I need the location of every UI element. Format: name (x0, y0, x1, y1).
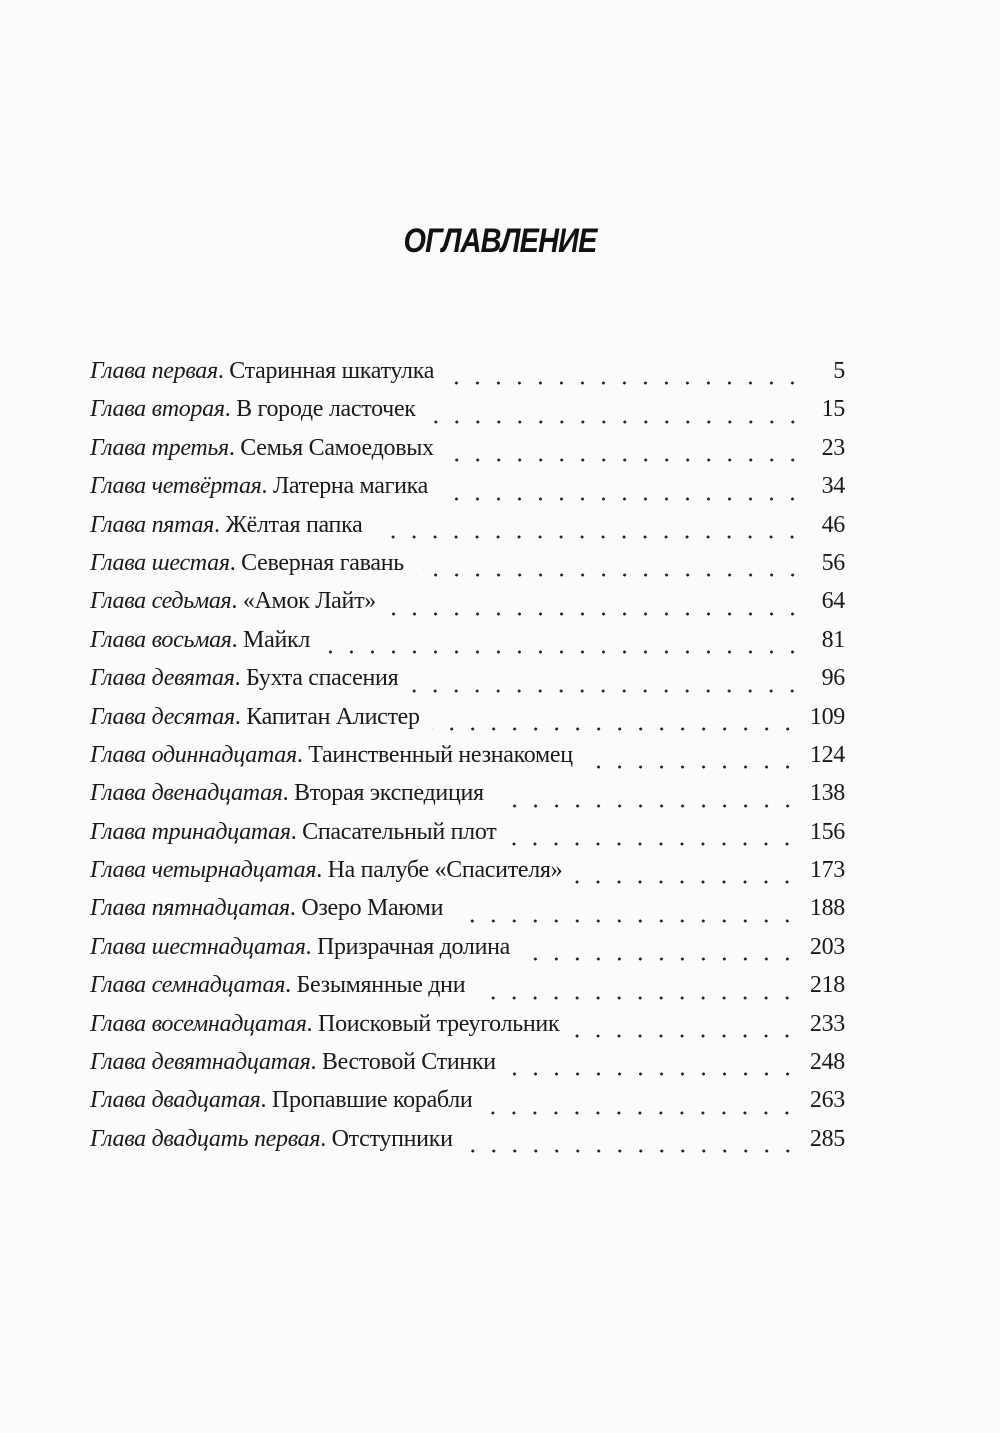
dot-leader (446, 458, 803, 462)
chapter-number: Глава шестая (90, 549, 230, 576)
toc-entry[interactable] (90, 665, 845, 703)
dot-leader (440, 497, 803, 501)
toc-entry[interactable] (90, 1049, 845, 1087)
chapter-separator: . (306, 1010, 319, 1037)
toc-entry[interactable] (90, 588, 845, 626)
toc-entry[interactable] (90, 1087, 845, 1125)
chapter-separator: . (289, 895, 302, 922)
dot-leader (585, 765, 798, 769)
page-number: 248 (809, 1049, 845, 1076)
page-number: 188 (809, 895, 845, 922)
dot-leader (428, 420, 803, 424)
chapter-title: Вторая экспедиция (294, 780, 484, 807)
dot-leader (374, 535, 803, 539)
toc-entry[interactable] (90, 704, 845, 742)
chapter-title: В городе ласточек (236, 396, 416, 423)
chapter-separator: . (229, 549, 242, 576)
dot-leader (571, 1034, 798, 1038)
page-number: 5 (833, 358, 845, 384)
chapter-title: Таинственный незнакомец (308, 741, 573, 768)
chapter-number: Глава четвёртая (90, 473, 262, 500)
chapter-title: Призрачная долина (316, 933, 511, 960)
chapter-title: Вестовой Стинки (321, 1049, 496, 1076)
chapter-title: На палубе «Спасителя» (327, 857, 563, 884)
toc-entry[interactable] (90, 627, 845, 665)
page-number: 64 (821, 588, 845, 615)
toc-entry[interactable] (90, 435, 845, 473)
toc-entry[interactable] (90, 780, 845, 818)
chapter-separator: . (234, 665, 247, 692)
page-number: 173 (809, 857, 845, 884)
page-number: 81 (821, 626, 845, 653)
chapter-number: Глава четырнадцатая (90, 857, 317, 884)
chapter-title: Поисковый треугольник (318, 1010, 560, 1037)
chapter-separator: . (310, 1049, 322, 1076)
dot-leader (574, 880, 798, 884)
page-number: 23 (821, 434, 845, 461)
chapter-number: Глава вторая (90, 396, 225, 423)
toc-entry[interactable] (90, 895, 845, 933)
chapter-number: Глава пятнадцатая (90, 895, 290, 922)
chapter-title: Латерна магика (272, 473, 429, 500)
toc-entry[interactable] (90, 473, 845, 511)
chapter-number: Глава двенадцатая (90, 780, 283, 807)
chapter-number: Глава восьмая (90, 626, 232, 653)
dot-leader (432, 727, 798, 731)
dot-leader (508, 842, 797, 846)
chapter-number: Глава пятая (90, 511, 215, 538)
chapter-separator: . (231, 588, 243, 615)
dot-leader (508, 1072, 798, 1076)
chapter-title: Семья Самоедовых (240, 434, 434, 461)
page-number: 34 (821, 473, 845, 500)
page-number: 96 (821, 665, 845, 692)
chapter-title: Майкл (243, 626, 311, 653)
chapter-title: Северная гавань (241, 549, 404, 576)
chapter-title: Пропавшие корабли (271, 1087, 473, 1114)
toc-entry[interactable] (90, 550, 845, 588)
toc-entry[interactable] (90, 742, 845, 780)
chapter-separator: . (228, 434, 241, 461)
chapter-title: Озеро Маюми (301, 895, 444, 922)
chapter-number: Глава семнадцатая (90, 972, 286, 999)
chapter-separator: . (320, 1125, 332, 1152)
chapter-title: Отступники (331, 1125, 453, 1152)
chapter-title: Спасательный плот (302, 818, 497, 845)
chapter-separator: . (214, 511, 226, 538)
page-number: 233 (809, 1010, 845, 1037)
chapter-separator: . (234, 703, 247, 730)
chapter-title: «Амок Лайт» (242, 588, 376, 615)
toc-entry[interactable] (90, 1011, 845, 1049)
chapter-number: Глава двадцатая (90, 1087, 261, 1114)
chapter-separator: . (261, 473, 273, 500)
toc-entry[interactable] (90, 358, 845, 396)
toc-entry[interactable] (90, 512, 845, 550)
dot-leader (416, 573, 803, 577)
toc-entry[interactable] (90, 972, 845, 1010)
chapter-number: Глава восемнадцатая (90, 1010, 307, 1037)
chapter-separator: . (282, 780, 295, 807)
toc-entry[interactable] (90, 857, 845, 895)
chapter-separator: . (285, 972, 297, 999)
page-number: 124 (809, 741, 845, 768)
dot-leader (410, 689, 803, 693)
chapter-separator: . (260, 1087, 272, 1114)
page-number: 56 (821, 549, 845, 576)
page-number: 15 (821, 396, 845, 423)
chapter-title: Капитан Алистер (246, 703, 420, 730)
page-number: 109 (809, 703, 845, 730)
chapter-number: Глава первая (90, 358, 218, 384)
chapter-title: Старинная шкатулка (229, 358, 435, 384)
chapter-title: Жёлтая папка (225, 511, 363, 538)
chapter-title: Безымянные дни (296, 972, 466, 999)
chapter-number: Глава одиннадцатая (90, 741, 297, 768)
dot-leader (322, 650, 803, 654)
page-number: 285 (809, 1125, 845, 1152)
page-number: 203 (809, 933, 845, 960)
dot-leader (496, 804, 798, 808)
dot-leader (455, 919, 798, 923)
dot-leader (388, 612, 803, 616)
page-number: 138 (809, 780, 845, 807)
dot-leader (446, 381, 803, 385)
dot-leader (522, 957, 798, 961)
chapter-number: Глава шестнадцатая (90, 933, 306, 960)
chapter-separator: . (290, 818, 303, 845)
page-number: 156 (809, 818, 845, 845)
toc-entry[interactable] (90, 1126, 845, 1164)
chapter-separator: . (231, 626, 244, 653)
dot-leader (484, 1111, 797, 1115)
chapter-number: Глава третья (90, 434, 229, 461)
table-of-contents (90, 358, 845, 1164)
chapter-separator: . (305, 933, 317, 960)
chapter-separator: . (224, 396, 237, 423)
chapter-title: Бухта спасения (246, 665, 399, 692)
page-title: ОГЛАВЛЕНИЕ (403, 222, 597, 260)
chapter-number: Глава тринадцатая (90, 818, 291, 845)
page-number: 46 (821, 511, 845, 538)
chapter-number: Глава девятая (90, 665, 235, 692)
dot-leader (477, 996, 798, 1000)
page-number: 263 (809, 1087, 845, 1114)
chapter-number: Глава седьмая (90, 588, 232, 615)
chapter-separator: . (296, 741, 309, 768)
toc-entry[interactable] (90, 819, 845, 857)
chapter-separator: . (217, 358, 230, 384)
chapter-number: Глава девятнадцатая (90, 1049, 311, 1076)
toc-entry[interactable] (90, 934, 845, 972)
toc-entry[interactable] (90, 396, 845, 434)
chapter-number: Глава десятая (90, 703, 235, 730)
chapter-number: Глава двадцать первая (90, 1125, 321, 1152)
page-number: 218 (809, 972, 845, 999)
dot-leader (465, 1149, 798, 1153)
chapter-separator: . (316, 857, 328, 884)
